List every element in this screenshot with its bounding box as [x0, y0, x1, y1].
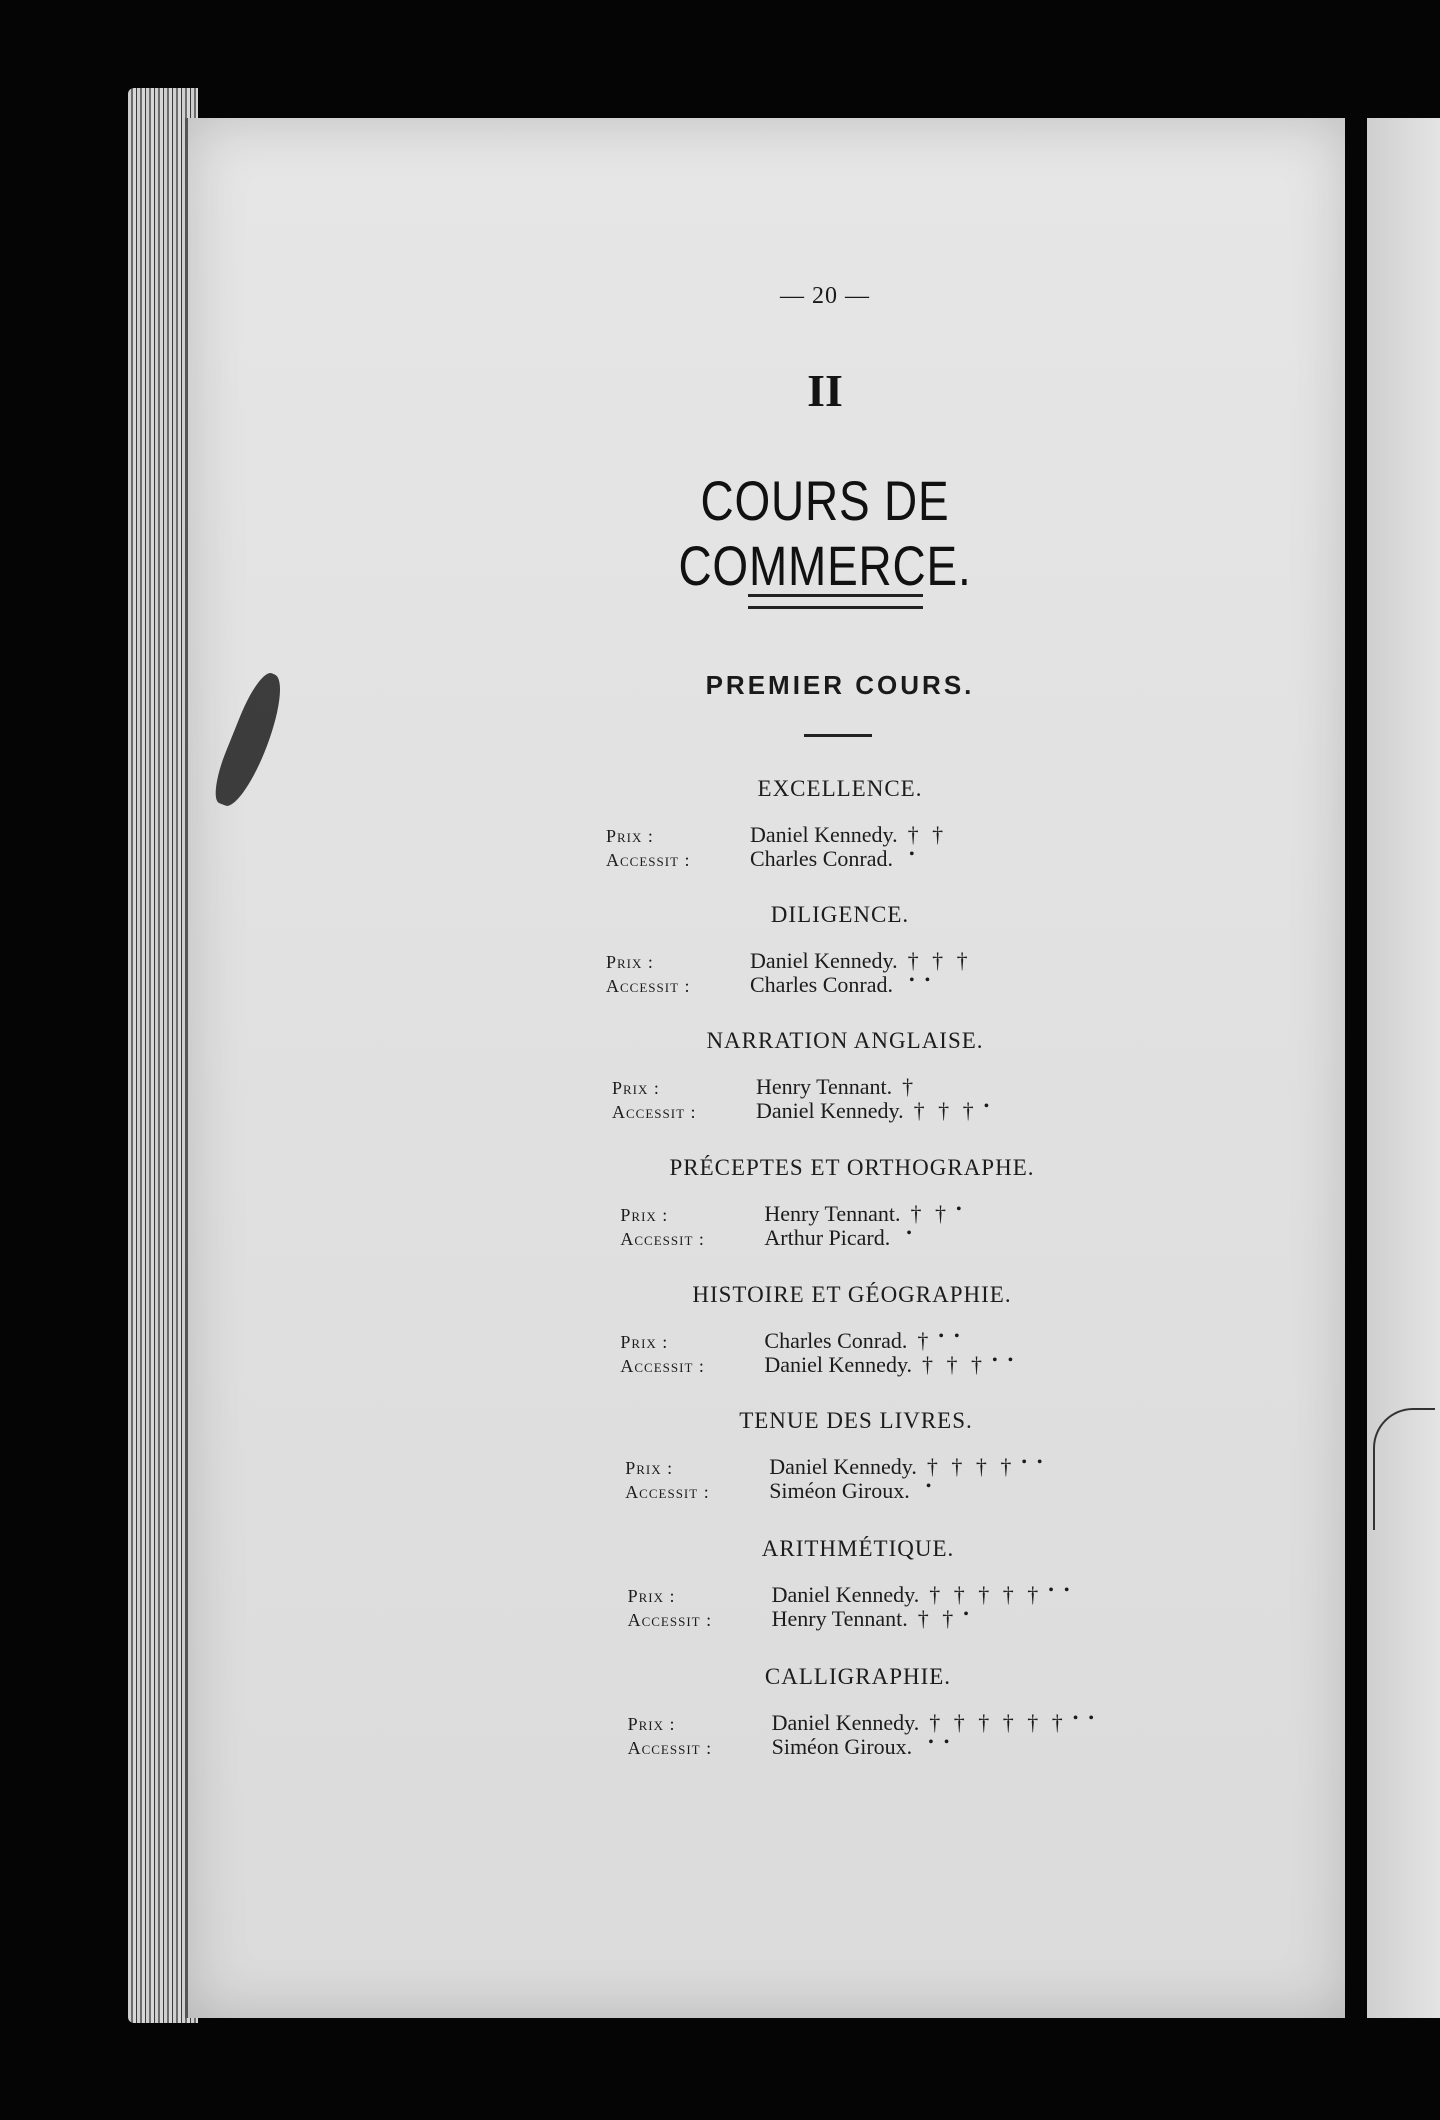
short-rule-divider — [804, 734, 872, 737]
subject-heading: CALLIGRAPHIE. — [764, 1664, 952, 1689]
accessit-recipient — [772, 1606, 972, 1632]
recipient-name: Daniel Kennedy. — [764, 1352, 913, 1377]
cross-marks: † † † — [907, 948, 972, 973]
prix-recipient — [764, 1328, 962, 1354]
accessit-label: Accessit : — [620, 1356, 705, 1376]
prix-label: Prix : — [625, 1458, 674, 1478]
prix-label: Prix : — [627, 1586, 676, 1606]
accessit-label: Accessit : — [627, 1738, 713, 1758]
recipient-name: Charles Conrad. — [750, 846, 893, 871]
recipient-name: Henry Tennant. — [756, 1074, 893, 1099]
dot-marks: • — [963, 1606, 972, 1623]
recipient-name: Daniel Kennedy. — [771, 1710, 920, 1735]
double-rule-divider — [748, 594, 923, 609]
prix-recipient — [772, 1710, 1097, 1736]
subject-heading: DILIGENCE. — [770, 902, 910, 927]
page-title: COURS DE COMMERCE. — [678, 469, 972, 597]
recipient-name: Charles Conrad. — [750, 972, 893, 997]
subject-heading: TENUE DES LIVRES. — [739, 1408, 973, 1433]
dot-marks: • — [956, 1201, 965, 1218]
cross-marks: † † † — [922, 1352, 987, 1377]
cross-marks: † † † † — [926, 1454, 1016, 1479]
recipient-name: Arthur Picard. — [764, 1225, 891, 1250]
recipient-name: Henry Tennant. — [764, 1201, 901, 1226]
accessit-label: Accessit : — [627, 1610, 713, 1630]
prix-recipient — [772, 1582, 1073, 1608]
prix-label: Prix : — [627, 1714, 676, 1734]
subject-heading: ARITHMÉTIQUE. — [761, 1536, 955, 1561]
recipient-name: Daniel Kennedy. — [750, 822, 898, 847]
accessit-recipient — [750, 972, 933, 998]
subject-heading: HISTOIRE ET GÉOGRAPHIE. — [692, 1282, 1012, 1307]
prix-label: Prix : — [620, 1205, 669, 1225]
dot-marks: • • — [1048, 1582, 1073, 1599]
dot-marks: • • — [938, 1328, 963, 1345]
section-subtitle: PREMIER COURS. — [705, 670, 975, 700]
recipient-name: Daniel Kennedy. — [769, 1454, 917, 1479]
dot-marks: • — [925, 1478, 935, 1495]
accessit-recipient — [750, 846, 918, 872]
cross-marks: † † — [907, 822, 948, 847]
prix-label: Prix : — [606, 952, 654, 972]
dot-marks: • — [908, 846, 918, 863]
section-number: II — [807, 365, 843, 416]
recipient-name: Daniel Kennedy. — [756, 1098, 904, 1123]
prix-label: Prix : — [620, 1332, 669, 1352]
dot-marks: • • — [908, 972, 934, 989]
dot-marks: • • — [1021, 1454, 1046, 1471]
recipient-name: Henry Tennant. — [771, 1606, 908, 1631]
cross-marks: † — [917, 1328, 933, 1353]
prix-label: Prix : — [606, 826, 654, 846]
recipient-name: Daniel Kennedy. — [771, 1582, 920, 1607]
subject-heading: PRÉCEPTES ET ORTHOGRAPHE. — [669, 1155, 1035, 1180]
cross-marks: † † † † † — [929, 1582, 1043, 1607]
page-number: — 20 — — [780, 283, 870, 309]
cross-marks: † † — [910, 1201, 951, 1226]
accessit-label: Accessit : — [625, 1482, 710, 1502]
prix-recipient — [764, 1201, 964, 1227]
subject-heading: NARRATION ANGLAISE. — [706, 1028, 984, 1053]
accessit-label: Accessit : — [606, 850, 691, 870]
accessit-label: Accessit : — [612, 1102, 697, 1122]
recipient-name: Siméon Giroux. — [769, 1478, 910, 1503]
subject-heading: EXCELLENCE. — [757, 776, 923, 801]
dot-marks: • • — [992, 1352, 1017, 1369]
accessit-recipient — [769, 1478, 934, 1504]
prix-recipient — [769, 1454, 1045, 1480]
cross-marks: † † † † † † — [929, 1710, 1067, 1735]
dot-marks: • — [906, 1225, 915, 1242]
dot-marks: • • — [928, 1734, 953, 1751]
recipient-name: Charles Conrad. — [764, 1328, 908, 1353]
prix-recipient — [756, 1074, 923, 1100]
cross-marks: † † † — [913, 1098, 978, 1123]
accessit-label: Accessit : — [620, 1229, 705, 1249]
cross-marks: † † — [917, 1606, 958, 1631]
recipient-name: Siméon Giroux. — [771, 1734, 913, 1759]
prix-label: Prix : — [612, 1078, 660, 1098]
dot-marks: • • — [1072, 1710, 1097, 1727]
cross-marks: † — [902, 1074, 918, 1099]
accessit-recipient — [772, 1734, 953, 1760]
prix-recipient — [750, 822, 953, 848]
prix-recipient — [750, 948, 978, 974]
accessit-recipient — [764, 1352, 1016, 1378]
dot-marks: • — [983, 1098, 993, 1115]
accessit-label: Accessit : — [606, 976, 691, 996]
accessit-recipient — [764, 1225, 914, 1251]
accessit-recipient — [756, 1098, 992, 1124]
recipient-name: Daniel Kennedy. — [750, 948, 898, 973]
